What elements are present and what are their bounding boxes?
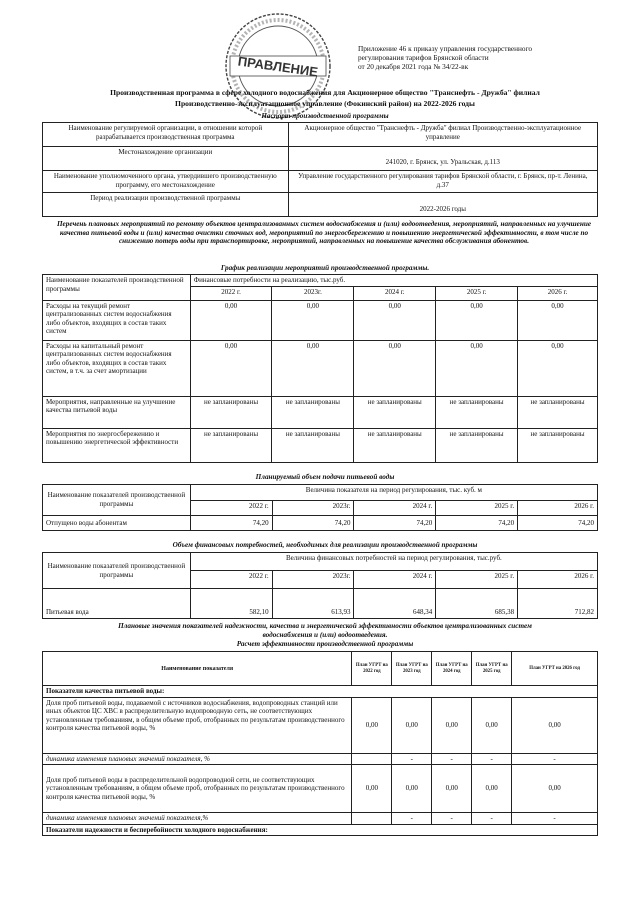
year-header: План УГРТ на 2024 год	[432, 652, 472, 686]
year-header: 2025 г.	[436, 501, 518, 516]
year-header: План УГРТ на 2023 год	[392, 652, 432, 686]
cell-value: 74,20	[190, 516, 272, 531]
schedule-title: График реализации мероприятий производственной программы.	[220, 264, 430, 272]
year-header: План УГРТ на 2022 год	[352, 652, 392, 686]
cell-value: не запланированы	[272, 396, 354, 428]
row-label: Питьевая вода	[43, 589, 191, 619]
table-row	[43, 589, 598, 619]
cell-value: не запланированы	[436, 396, 518, 428]
appendix-line: Приложение 46 к приказу управления государственного	[358, 44, 533, 53]
cell-value: 0,00	[512, 765, 598, 813]
cell-value: не запланированы	[354, 428, 436, 462]
year-header: 2026 г.	[518, 571, 598, 589]
cell-value: 0,00	[354, 300, 436, 340]
table-row	[43, 396, 598, 428]
table-row	[43, 147, 598, 171]
cell-value	[352, 753, 392, 765]
year-header: 2025 г.	[436, 286, 518, 300]
table-row	[43, 813, 598, 825]
row-label: динамика изменения плановых значений показателя,%	[43, 813, 352, 825]
table-row	[43, 340, 598, 396]
header-label: Наименование показателей производственной программы	[43, 485, 191, 516]
cell-value: 0,00	[272, 340, 354, 396]
table-row	[43, 300, 598, 340]
year-header: 2024 г.	[354, 501, 436, 516]
year-header: 2026 г.	[518, 501, 598, 516]
table-row	[43, 553, 598, 571]
supply-title: Планируемый объем подачи питьевой воды	[255, 473, 395, 481]
table-row	[43, 171, 598, 193]
year-header: 2022 г.	[190, 501, 272, 516]
cell-value: 582,10	[190, 589, 272, 619]
passport-value: Акционерное общество "Транснефть - Дружба" филиал Производственно-эксплуатационное управление	[288, 123, 597, 147]
passport-table	[42, 122, 598, 217]
cell-value: не запланированы	[518, 396, 598, 428]
cell-value: 0,00	[436, 340, 518, 396]
reliability-subtitle: Расчет эффективности производственной программы	[236, 640, 414, 648]
title-line: Производственно-эксплуатационное управление (Фокинский район) на 2022-2026 годы	[175, 98, 475, 108]
passport-label: Наименование регулируемой организации, в отношении которой разрабатывается производственная программа	[43, 123, 289, 147]
table-row	[43, 193, 598, 217]
header-label: Наименование показателей производственной программы	[43, 275, 191, 301]
table-row	[43, 652, 598, 686]
passport-value: 2022-2026 годы	[288, 193, 597, 217]
table-row	[43, 485, 598, 501]
table-row	[43, 686, 598, 698]
cell-value: 0,00	[518, 300, 598, 340]
cell-value	[352, 813, 392, 825]
cell-value: -	[432, 753, 472, 765]
reliability-title-line: водоснабжения и (или) водоотведения.	[262, 631, 388, 639]
year-header: 2023г.	[272, 501, 354, 516]
document-title	[40, 88, 610, 109]
passport-label: Наименование уполномоченного органа, утвердившего производственную программу, его местонахождение	[43, 171, 289, 193]
appendix-note	[358, 44, 598, 71]
cell-value: 0,00	[472, 765, 512, 813]
row-label: Доля проб питьевой воды в распределительной водопроводной сети, не соответствующих установленным требованиям, в общем объеме проб, отобранных по результатам производственного контроля качества питьевой воды, %	[43, 765, 352, 813]
cell-value: 0,00	[512, 697, 598, 753]
table-row	[43, 428, 598, 462]
year-header: 2023г.	[272, 286, 354, 300]
passport-title: Паспорт производственной программы	[261, 112, 389, 120]
cell-value: 0,00	[352, 765, 392, 813]
row-label: Мероприятия, направленные на улучшение качества питьевой воды	[43, 396, 191, 428]
reliability-title	[40, 622, 610, 649]
table-row	[43, 516, 598, 531]
cell-value: не запланированы	[190, 396, 272, 428]
appendix-line: регулирования тарифов Брянской области	[358, 53, 489, 62]
cell-value: 685,38	[436, 589, 518, 619]
table-row	[43, 824, 598, 836]
row-label: Отпущено воды абонентам	[43, 516, 191, 531]
row-label: Расходы на текущий ремонт централизованных систем водоснабжения либо объектов, входящих в состав таких систем	[43, 300, 191, 340]
schedule-table	[42, 274, 598, 463]
finance-title: Объем финансовых потребностей, необходимых для реализации производственной программы	[172, 541, 478, 549]
cell-value: 74,20	[518, 516, 598, 531]
row-label: динамика изменения плановых значений показателя, %	[43, 753, 352, 765]
cell-value: 74,20	[436, 516, 518, 531]
year-header: 2024 г.	[354, 286, 436, 300]
cell-value: -	[432, 813, 472, 825]
cell-value: 0,00	[432, 697, 472, 753]
cell-value: -	[512, 813, 598, 825]
section-heading: Показатели надежности и бесперебойности холодного водоснабжения:	[43, 824, 598, 836]
cell-value: -	[472, 813, 512, 825]
section-heading: Показатели качества питьевой воды:	[43, 686, 598, 698]
cell-value: 712,82	[518, 589, 598, 619]
cell-value: 0,00	[432, 765, 472, 813]
header-group: Величина показателя на период регулирования, тыс. куб. м	[190, 485, 597, 501]
cell-value: не запланированы	[272, 428, 354, 462]
passport-value: 241020, г. Брянск, ул. Уральская, д.113	[288, 147, 597, 171]
row-label: Мероприятия по энергосбережению и повышению энергетической эффективности	[43, 428, 191, 462]
cell-value: -	[392, 753, 432, 765]
year-header: 2023г.	[272, 571, 354, 589]
cell-value: не запланированы	[436, 428, 518, 462]
cell-value: 0,00	[190, 340, 272, 396]
year-header: План УГРТ на 2026 год	[512, 652, 598, 686]
cell-value: -	[512, 753, 598, 765]
cell-value: 0,00	[392, 697, 432, 753]
passport-value: Управление государственного регулирования тарифов Брянской области, г. Брянск, пр-т. Ленина, д.37	[288, 171, 597, 193]
cell-value: 0,00	[352, 697, 392, 753]
finance-table	[42, 552, 598, 619]
cell-value: 0,00	[392, 765, 432, 813]
cell-value: 0,00	[272, 300, 354, 340]
year-header: 2022 г.	[190, 571, 272, 589]
year-header: 2022 г.	[190, 286, 272, 300]
stamp-word: ПРАВЛЕНИЕ	[237, 53, 319, 80]
table-row	[43, 765, 598, 813]
cell-value: не запланированы	[518, 428, 598, 462]
header-group: Финансовые потребности на реализацию, тыс.руб.	[190, 275, 597, 287]
cell-value: 0,00	[354, 340, 436, 396]
cell-value: 0,00	[436, 300, 518, 340]
cell-value: не запланированы	[354, 396, 436, 428]
table-row	[43, 697, 598, 753]
year-header: 2024 г.	[354, 571, 436, 589]
appendix-line: от 20 декабря 2021 года № 34/22-вк	[358, 62, 469, 71]
header-group: Величина финансовых потребностей на период регулирования, тыс.руб.	[190, 553, 597, 571]
cell-value: 0,00	[190, 300, 272, 340]
cell-value: 0,00	[472, 697, 512, 753]
cell-value: 74,20	[272, 516, 354, 531]
header-label: Наименование показателей производственной программы	[43, 553, 191, 589]
year-header: План УГРТ на 2025 год	[472, 652, 512, 686]
cell-value: 74,20	[354, 516, 436, 531]
table-row	[43, 753, 598, 765]
cell-value: -	[472, 753, 512, 765]
table-row	[43, 275, 598, 287]
reliability-title-line: Плановые значения показателей надежности, качества и энергетической эффективности объектов централизованных систем	[118, 622, 532, 630]
reliability-table	[42, 651, 598, 836]
table-row	[43, 123, 598, 147]
row-label: Расходы на капитальный ремонт централизованных систем водоснабжения либо объектов, входящих в состав таких систем, в т.ч. за счет амортизации	[43, 340, 191, 396]
header-label: Наименование показателя	[43, 652, 352, 686]
passport-label: Период реализации производственной программы	[43, 193, 289, 217]
supply-table	[42, 484, 598, 531]
cell-value: 648,34	[354, 589, 436, 619]
cell-value: не запланированы	[190, 428, 272, 462]
year-header: 2026 г.	[518, 286, 598, 300]
title-line: Производственная программа в сфере холодного водоснабжения для Акционерное общество "Транснефть - Дружба" филиал	[110, 88, 540, 97]
row-label: Доля проб питьевой воды, подаваемой с источников водоснабжения, водопроводных станций или иных объектов ЦС ХВС в распределительную водопроводную сеть, не соответствующих установленным требованиям, в общем объеме проб, отобранных по результатам производственного контроля качества питьевой воды, %	[43, 697, 352, 753]
year-header: 2025 г.	[436, 571, 518, 589]
cell-value: 613,93	[272, 589, 354, 619]
cell-value: 0,00	[518, 340, 598, 396]
cell-value: -	[392, 813, 432, 825]
measures-intro: Перечень плановых мероприятий по ремонту объектов централизованных систем водоснабжения и (или) водоотведения, мероприятий, направленных на улучшение качества питьевой воды и (или) качества очистки сточных вод, мероприятий по энергосбережению и повышению энергетической эффективности, в том числе по снижению потерь воды при транспортировке, мероприятий, направленных на повышение качества обслуживания абонентов.	[56, 220, 592, 246]
passport-label: Местонахождение организации	[43, 147, 289, 171]
